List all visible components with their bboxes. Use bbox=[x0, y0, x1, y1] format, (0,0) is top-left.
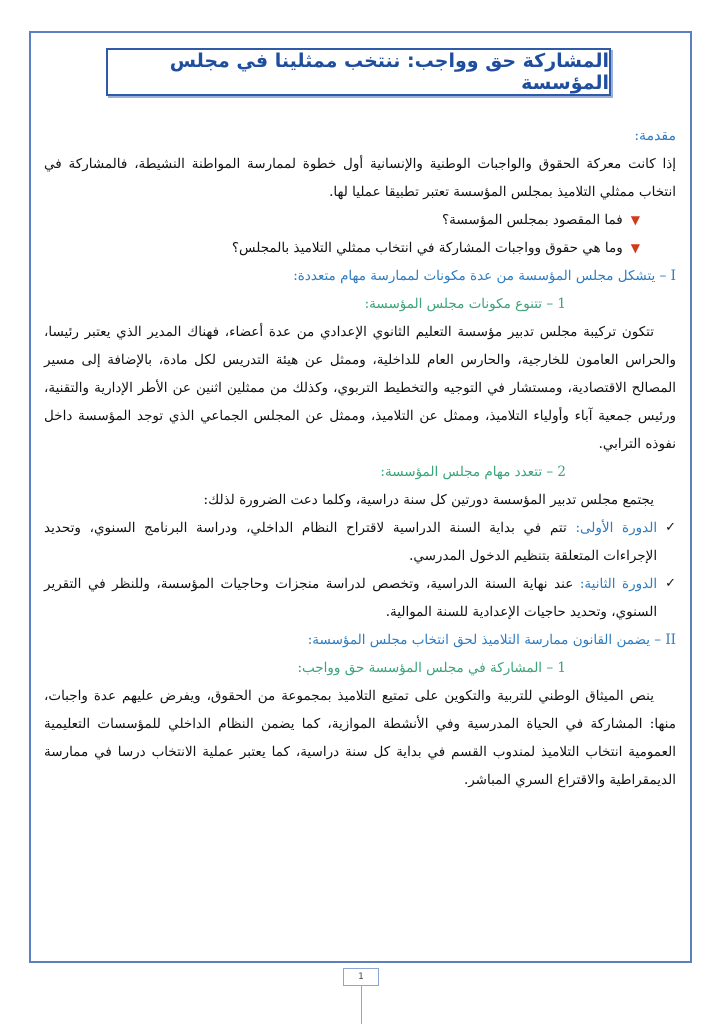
list-item-text bbox=[44, 570, 657, 626]
list-item bbox=[44, 570, 676, 626]
question-item bbox=[44, 206, 676, 234]
intro-heading: مقدمة: bbox=[634, 128, 676, 144]
section2-sub1-paragraph: ينص الميثاق الوطني للتربية والتكوين على تمتيع التلاميذ بمجموعة من الحقوق، ويفرض عليهم عدة واجبات، منها: المشاركة في الحياة المدرسية وفي الأنشطة الموازية، كما يضمن النظام الداخلي للمؤسسات التعليمية العمومية انتخاب التلاميذ لمندوب القسم في بداية كل سنة دراسية، كما يعتبر عملية الانتخاب درسا في ممارسة الديمقراطية والاقتراع السري المباشر. bbox=[44, 688, 676, 788]
section1-sub1-paragraph: تتكون تركيبة مجلس تدبير مؤسسة التعليم الثانوي الإعدادي من عدة أعضاء، فهناك المدير الذي يعتبر رئيسا، والحراس العامون للخارجية، والحارس العام للداخلية، وممثل عن هيئة التدريس لكل مادة، بالإضافة إلى مسير المصالح الاقتصادية، ومستشار في التوجيه والتخطيط التربوي، وكذلك من ممثلين اثنين عن الأطر الإدارية والتقنية، ورئيس جمعية آباء وأولياء التلاميذ، وممثل عن التلاميذ، وممثل عن المجلس الجماعي الذي توجد المؤسسة داخل نفوذه الترابي. bbox=[44, 324, 676, 452]
page-title: المشاركة حق وواجب: ننتخب ممثلينا في مجلس المؤسسة bbox=[106, 48, 611, 96]
section2-heading: II – يضمن القانون ممارسة التلاميذ لحق انتخاب مجلس المؤسسة: bbox=[307, 632, 676, 648]
document-body bbox=[44, 122, 676, 794]
arrow-down-icon: ▼ bbox=[630, 241, 640, 255]
question-text: وما هي حقوق وواجبات المشاركة في انتخاب ممثلي التلاميذ بالمجلس؟ bbox=[231, 240, 623, 256]
page-number-connector bbox=[361, 986, 362, 1024]
list-item-label: الدورة الثانية: bbox=[579, 576, 658, 592]
section1-sub2-heading: 2 – تتعدد مهام مجلس المؤسسة: bbox=[380, 464, 566, 480]
page-number: 1 bbox=[343, 968, 379, 986]
section1-sub1-heading: 1 – تتنوع مكونات مجلس المؤسسة: bbox=[364, 296, 566, 312]
list-item-label: الدورة الأولى: bbox=[575, 520, 658, 536]
intro-paragraph: إذا كانت معركة الحقوق والواجبات الوطنية والإنسانية أول خطوة لممارسة المواطنة النشيطة، فالمشاركة في انتخاب ممثلي التلاميذ بمجلس المؤسسة تعتبر تطبيقا عمليا لها. bbox=[44, 156, 676, 200]
question-text: فما المقصود بمجلس المؤسسة؟ bbox=[441, 212, 623, 228]
list-item-body: تتم في بداية السنة الدراسية لاقتراح النظام الداخلي، ودراسة البرنامج السنوي، وتحديد الإجراءات المتعلقة بتنظيم الدخول المدرسي. bbox=[44, 520, 658, 564]
section2-sub1-heading: 1 – المشاركة في مجلس المؤسسة حق وواجب: bbox=[297, 660, 566, 676]
arrow-down-icon: ▼ bbox=[630, 213, 640, 227]
list-item-text bbox=[44, 514, 657, 570]
check-icon: ✓ bbox=[665, 576, 676, 591]
section1-heading: I – يتشكل مجلس المؤسسة من عدة مكونات لممارسة مهام متعددة: bbox=[293, 268, 676, 284]
question-item bbox=[44, 234, 676, 262]
list-item-body: عند نهاية السنة الدراسية، وتخصص لدراسة منجزات وحاجيات المؤسسة، وللنظر في التقرير السنوي، وتحديد حاجيات الإعدادية للسنة الموالية. bbox=[44, 576, 658, 620]
list-item bbox=[44, 514, 676, 570]
section1-sub2-paragraph: يجتمع مجلس تدبير المؤسسة دورتين كل سنة دراسية، وكلما دعت الضرورة لذلك: bbox=[203, 492, 654, 508]
check-icon: ✓ bbox=[665, 520, 676, 535]
